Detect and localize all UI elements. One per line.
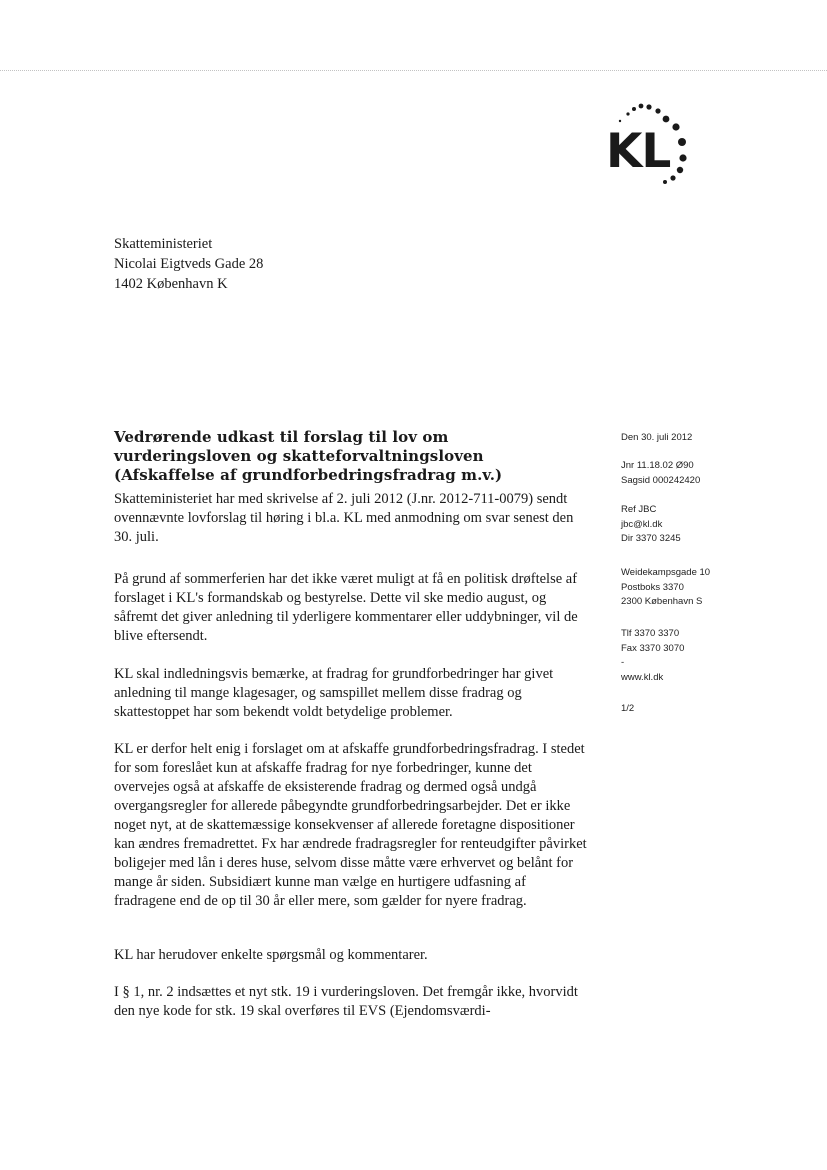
scan-artifact-line [0,70,827,71]
page-number: 1/2 [621,703,635,714]
recipient-name: Skatteministeriet [114,236,213,252]
sidebar-date: Den 30. juli 2012 [621,432,693,443]
sidebar-postal-address: Weidekampsgade 10 Postboks 3370 2300 København S [621,567,711,607]
recipient-address [114,234,263,294]
paragraph-2: På grund af sommerferien har det ikke været muligt at få en politisk drøftelse af forslaget i KL's formandskab og bestyrelse. Dette vil ske medio august, og såfremt det giver anledning til yderligere kommentarer eller uddybninger, vil de blive eftersendt. [114,571,578,644]
paragraph-6: I § 1, nr. 2 indsættes et nyt stk. 19 i vurderingsloven. Det fremgår ikke, hvorvidt den nye kode for stk. 19 skal overføres til EVS (Ejendomsværdi- [114,984,578,1019]
kl-logo [598,100,708,190]
paragraph-5: KL har herudover enkelte spørgsmål og kommentarer. [114,947,428,963]
paragraph-3: KL skal indledningsvis bemærke, at fradrag for grundforbedringer har givet anledning til mange klagesager, og samspillet mellem disse fradrag og skattestoppet har som bekendt voldt betydelige problemer. [114,666,554,720]
recipient-street: Nicolai Eigtveds Gade 28 [114,256,264,272]
sidebar-case-numbers: Jnr 11.18.02 Ø90 Sagsid 000242420 [621,460,701,486]
recipient-city: 1402 København K [114,276,228,292]
paragraph-1: Skatteministeriet har med skrivelse af 2. juli 2012 (J.nr. 2012-711-0079) sendt ovennævnte lovforslag til høring i bl.a. KL med anmodning om svar senest den 30. juli. [114,491,574,545]
letter-subject: Vedrørende udkast til forslag til lov om vurderingsloven og skatteforvaltningsloven (Afskaffelse af grundforbedringsfradrag m.v.) [114,428,503,484]
sidebar-website: www.kl.dk [621,671,664,683]
sidebar-contact: Ref JBC jbc@kl.dk Dir 3370 3245 [621,504,681,544]
logo-text: KL [606,124,671,179]
paragraph-4: KL er derfor helt enig i forslaget om at afskaffe grundforbedringsfradrag. I stedet for som foreslået kun at afskaffe fradrag for nye forbedringer, kunne det overvejes også at afskaffe de eksisterende fradrag og dermed også undgå overgangsregler for allerede påbegyndte grundforbedringsarbejder. Det er ikke noget nyt, at de skattemæssige konsekvenser af allerede foretagne dispositioner kan ændres fremadrettet. Fx har ændrede fradragsregler for renteudgifter påvirket boligejer med lån i deres huse, selvom disse måtte være erhvervet og belånt for mange år siden. Subsidiært kunne man vælge en hurtigere udfasning af fradragene end de op til 30 år eller mere, som gælder for nyere fradrag. [114,741,587,909]
sidebar-phone: Tlf 3370 3370 Fax 3370 3070 - www.kl.dk [621,627,684,685]
